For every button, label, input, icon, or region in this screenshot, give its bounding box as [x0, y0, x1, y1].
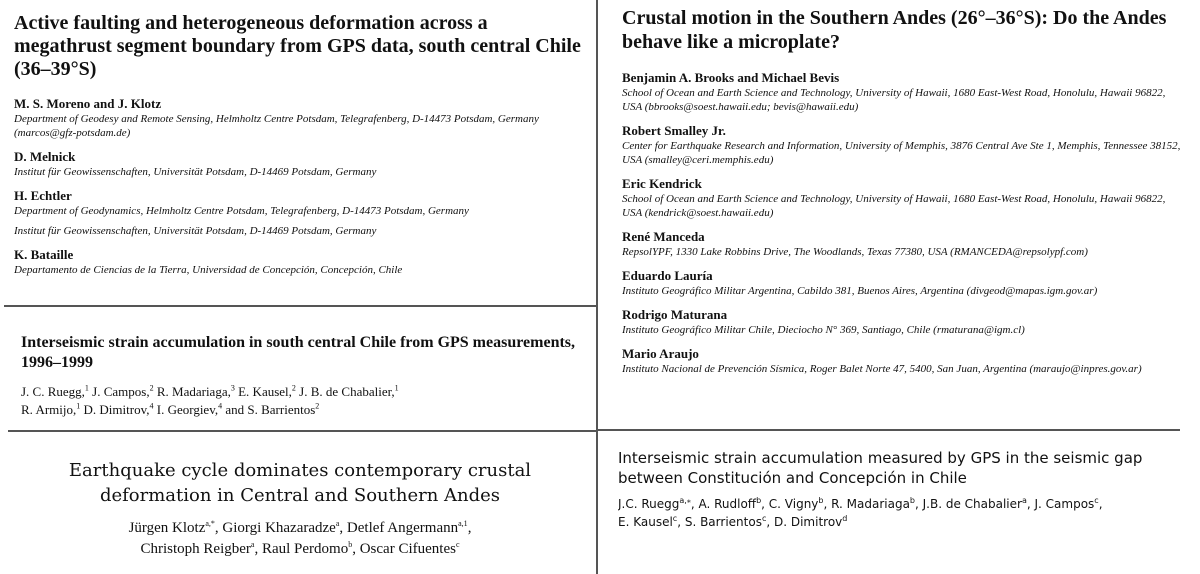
author-name: Eduardo Lauría — [622, 268, 713, 283]
author-name: , C. Vigny — [761, 497, 819, 511]
affiliation-marker: a — [250, 540, 255, 549]
affiliation-marker: 1 — [84, 383, 89, 393]
paper-header-ruegg-1999 — [21, 333, 586, 423]
affiliation-marker: 4 — [218, 401, 223, 411]
author-name: , Oscar Cifuentes — [352, 541, 456, 557]
author-affiliation: Instituto Nacional de Prevención Sísmica, Roger Balet Norte 47, 5400, San Juan, Argentina (maraujo@inpres.gov.ar) — [622, 363, 1142, 375]
author-name: , A. Rudloff — [690, 497, 757, 511]
author-name: R. Armijo, — [21, 402, 77, 417]
author-affiliation: Instituto Geográfico Militar Chile, Dieciocho N° 369, Santiago, Chile (rmaturana@igm.cl) — [622, 324, 1025, 336]
author-name: M. S. Moreno and J. Klotz — [14, 96, 162, 111]
author-name: Eric Kendrick — [622, 176, 702, 191]
author-list — [618, 495, 1188, 531]
author-name: and S. Barrientos — [222, 402, 316, 417]
author-line — [10, 518, 590, 539]
author-block — [14, 188, 586, 238]
author-name: J. B. de Chabalier, — [295, 384, 395, 399]
author-block — [622, 176, 1182, 220]
author-name: K. Bataille — [14, 247, 74, 262]
author-name: , — [467, 520, 472, 536]
author-line — [21, 401, 586, 419]
author-block — [622, 346, 1182, 376]
affiliation-marker: 2 — [291, 383, 296, 393]
paper-title-line: Earthquake cycle dominates contemporary crustal — [68, 460, 532, 481]
author-affiliation: Department of Geodesy and Remote Sensing, Helmholtz Centre Potsdam, Telegrafenberg, D-14473 Potsdam, Germany (marcos@gfz-potsdam.de) — [14, 113, 539, 139]
author-name: René Manceda — [622, 229, 705, 244]
affiliation-marker: d — [842, 514, 848, 523]
vertical-divider — [596, 0, 598, 574]
affiliation-marker: b — [756, 496, 762, 505]
author-name: R. Madariaga, — [153, 384, 231, 399]
author-block — [622, 123, 1182, 167]
affiliation-marker: c — [1094, 496, 1099, 505]
affiliation-marker: c — [761, 514, 767, 523]
author-affiliation: Department of Geodynamics, Helmholtz Centre Potsdam, Telegrafenberg, D-14473 Potsdam, Germany — [14, 205, 469, 217]
author-name: Jürgen Klotz — [128, 520, 206, 536]
affiliation-marker: a,1 — [458, 519, 468, 528]
author-block — [14, 96, 586, 140]
author-name: Rodrigo Maturana — [622, 307, 728, 322]
author-affiliation: Institut für Geowissenschaften, Universität Potsdam, D-14469 Potsdam, Germany — [14, 225, 377, 237]
author-list — [10, 518, 590, 560]
author-affiliation: Instituto Geográfico Militar Argentina, Cabildo 381, Buenos Aires, Argentina (divgeod@mapas.igm.gov.ar) — [622, 285, 1098, 297]
affiliation-marker: 2 — [315, 401, 320, 411]
author-name: I. Georgiev, — [153, 402, 219, 417]
author-name: , J. Campos — [1026, 497, 1095, 511]
divider-left-bottom — [8, 430, 596, 432]
author-name: , Giorgi Khazaradze — [214, 520, 336, 536]
author-affiliation: Center for Earthquake Research and Information, University of Memphis, 3876 Central Ave Ste 1, Memphis, Tennessee 38152, USA (smalley@ceri.memphis.edu) — [622, 140, 1181, 166]
paper-header-klotz — [10, 458, 590, 568]
affiliation-marker: 4 — [149, 401, 154, 411]
affiliation-marker: 1 — [394, 383, 399, 393]
author-name: Mario Araujo — [622, 346, 699, 361]
author-name: J. Campos, — [88, 384, 150, 399]
author-block — [14, 149, 586, 179]
author-block — [622, 229, 1182, 259]
affiliation-marker: c — [455, 540, 460, 549]
author-name: D. Dimitrov, — [80, 402, 150, 417]
author-name: Benjamin A. Brooks and Michael Bevis — [622, 70, 840, 85]
author-name: , J.B. de Chabalier — [915, 497, 1022, 511]
divider-left-top — [4, 305, 596, 307]
affiliation-marker: b — [348, 540, 353, 549]
author-affiliation: Departamento de Ciencias de la Tierra, Universidad de Concepción, Concepción, Chile — [14, 264, 403, 276]
affiliation-marker: a,* — [205, 519, 215, 528]
affiliation-marker: 1 — [76, 401, 81, 411]
author-list — [622, 70, 1182, 376]
author-affiliation: RepsolYPF, 1330 Lake Robbins Drive, The Woodlands, Texas 77380, USA (RMANCEDA@repsolypf.com) — [622, 246, 1088, 258]
paper-header-brooks — [622, 6, 1182, 416]
author-name: Robert Smalley Jr. — [622, 123, 726, 138]
author-name: E. Kausel — [618, 515, 673, 529]
affiliation-marker: 3 — [230, 383, 235, 393]
author-name: J.C. Ruegg — [618, 497, 680, 511]
affiliation-marker: 2 — [149, 383, 154, 393]
author-block — [622, 70, 1182, 114]
paper-header-moreno — [14, 12, 586, 302]
affiliation-marker: b — [818, 496, 824, 505]
author-name: Christoph Reigber — [140, 541, 251, 557]
affiliation-marker: a — [1021, 496, 1027, 505]
affiliation-marker: b — [909, 496, 915, 505]
paper-title: Crustal motion in the Southern Andes (26°–36°S): Do the Andes behave like a microplate? — [622, 7, 1167, 53]
author-line — [618, 495, 1188, 513]
author-list — [21, 383, 586, 419]
author-name: , Detlef Angermann — [339, 520, 459, 536]
author-affiliation: Institut für Geowissenschaften, Universität Potsdam, D-14469 Potsdam, Germany — [14, 166, 377, 178]
paper-title-line: deformation in Central and Southern Andes — [99, 485, 501, 506]
paper-title: Interseismic strain accumulation measured by GPS in the seismic gap between Constitución and Concepción in Chile — [618, 449, 1143, 487]
author-name: , S. Barrientos — [677, 515, 762, 529]
author-name: , Raul Perdomo — [254, 541, 349, 557]
paper-title: Active faulting and heterogeneous deformation across a megathrust segment boundary from GPS data, south central Chile (36–39°S) — [14, 12, 581, 80]
paper-header-ruegg-2009 — [618, 448, 1188, 558]
author-line — [618, 513, 1188, 531]
author-name: D. Melnick — [14, 149, 76, 164]
paper-title: Interseismic strain accumulation in south central Chile from GPS measurements, 1996–1999 — [21, 334, 576, 371]
divider-right — [596, 429, 1180, 431]
author-name: , D. Dimitrov — [766, 515, 843, 529]
author-name: H. Echtler — [14, 188, 72, 203]
affiliation-marker: a,⁎ — [679, 496, 691, 505]
author-block — [14, 247, 586, 277]
affiliation-marker: c — [672, 514, 678, 523]
author-name: J. C. Ruegg, — [21, 384, 85, 399]
author-list — [14, 96, 586, 277]
author-block — [622, 268, 1182, 298]
author-line — [10, 539, 590, 560]
author-line — [21, 383, 586, 401]
author-block — [622, 307, 1182, 337]
author-name: E. Kausel, — [234, 384, 292, 399]
affiliation-marker: a — [335, 519, 340, 528]
author-name: , — [1098, 497, 1103, 511]
author-name: , R. Madariaga — [823, 497, 910, 511]
author-affiliation: School of Ocean and Earth Science and Technology, University of Hawaii, 1680 East-West Road, Honolulu, Hawaii 96822, USA (bbrooks@soest.hawaii.edu; bevis@hawaii.edu) — [622, 87, 1166, 113]
author-affiliation: School of Ocean and Earth Science and Technology, University of Hawaii, 1680 East-West Road, Honolulu, Hawaii 96822, USA (kendrick@soest.hawaii.edu) — [622, 193, 1166, 219]
